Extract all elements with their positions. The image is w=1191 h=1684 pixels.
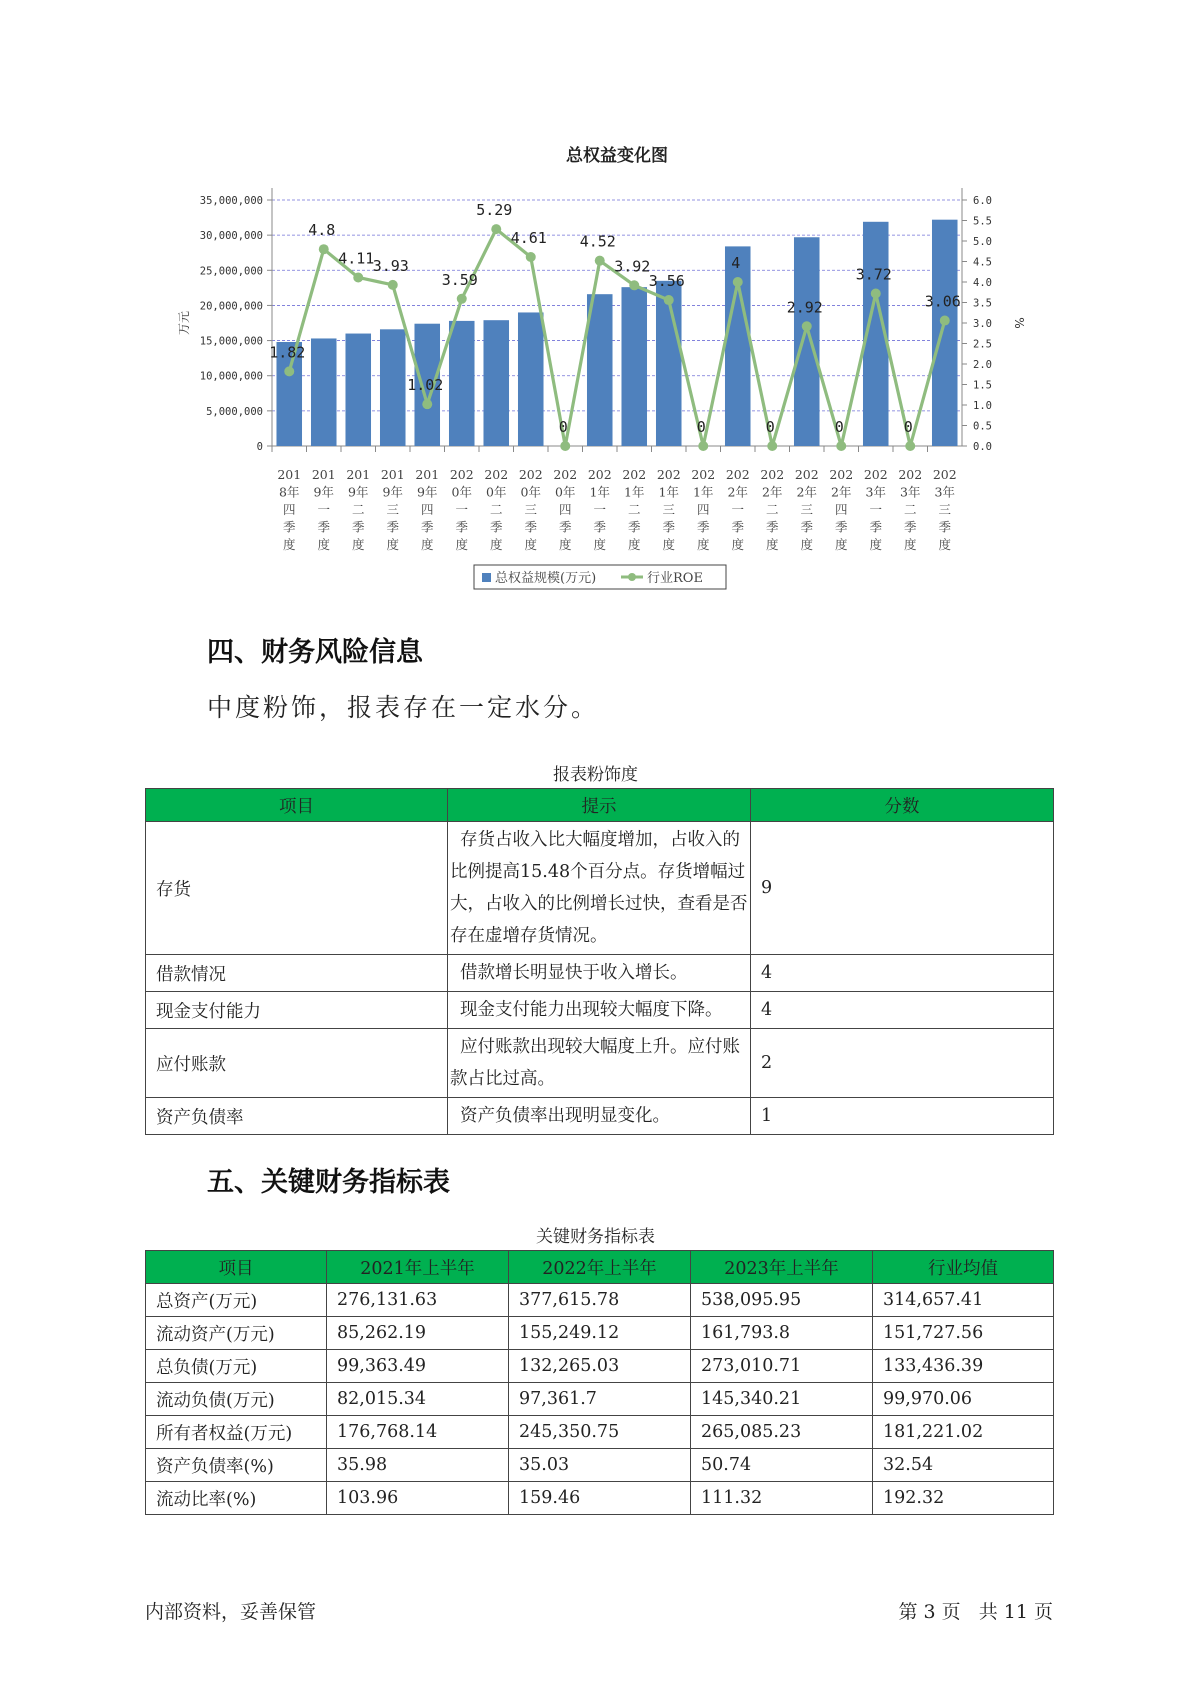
metric-name-cell: 总资产(万元): [146, 1284, 327, 1317]
metric-value-cell: 192.32: [873, 1482, 1054, 1515]
metric-value-cell: 111.32: [691, 1482, 873, 1515]
roe-point: [526, 252, 536, 262]
risk-item-cell: 应付账款: [146, 1029, 448, 1098]
equity-bar: [794, 237, 820, 446]
header-cell: 项目: [146, 1251, 327, 1284]
x-tick-label: 202 3年三季度: [932, 467, 957, 552]
metric-value-cell: 145,340.21: [691, 1383, 873, 1416]
metrics-table: [145, 1250, 1054, 1515]
header-cell: 项目: [146, 789, 448, 822]
table-row: [146, 1284, 1054, 1317]
x-tick-label: 201 9年三季度: [380, 467, 405, 552]
y-tick-label: 20,000,000: [199, 300, 263, 313]
equity-bar: [380, 329, 406, 446]
x-tick-label: 201 8年四季度: [277, 467, 302, 552]
roe-point: [284, 366, 294, 376]
roe-point: [802, 321, 812, 331]
x-tick-label: 202 2年一季度: [725, 467, 750, 552]
metric-value-cell: 32.54: [873, 1449, 1054, 1482]
metric-value-cell: 245,350.75: [509, 1416, 691, 1449]
equity-bar: [725, 246, 751, 446]
legend-bar-label: 总权益规模(万元): [495, 571, 597, 586]
metric-name-cell: 流动负债(万元): [146, 1383, 327, 1416]
roe-point: [629, 280, 639, 290]
x-tick-label: 202 2年三季度: [794, 467, 819, 552]
x-tick-label: 202 3年二季度: [898, 467, 923, 552]
metric-value-cell: 132,265.03: [509, 1350, 691, 1383]
risk-hint-cell: 存货占收入比大幅度增加，占收入的比例提高15.48个百分点。存货增幅过大，占收入的比例增长过快，查看是否存在虚增存货情况。: [448, 822, 751, 955]
roe-data-label: 5.29: [476, 201, 513, 220]
x-tick-label: 202 0年四季度: [553, 467, 578, 552]
header-cell: 分数: [751, 789, 1054, 822]
y2-tick-label: 2.5: [973, 338, 992, 351]
metric-value-cell: 159.46: [509, 1482, 691, 1515]
metric-value-cell: 82,015.34: [327, 1383, 509, 1416]
roe-data-label: 1.82: [269, 343, 306, 362]
x-tick-label: 201 9年四季度: [415, 467, 440, 552]
roe-data-label: 4.61: [510, 228, 547, 247]
metrics-table-title: 关键财务指标表: [536, 1227, 655, 1247]
metric-value-cell: 377,615.78: [509, 1284, 691, 1317]
section5-heading: 五、关键财务指标表: [207, 1167, 450, 1198]
y2-tick-label: 1.5: [973, 379, 992, 392]
x-tick-label: 202 0年一季度: [449, 467, 474, 552]
risk-hint-cell: 资产负债率出现明显变化。: [448, 1098, 751, 1135]
y-tick-label: 35,000,000: [199, 195, 263, 207]
y-tick-label: 15,000,000: [199, 335, 263, 348]
metric-name-cell: 流动资产(万元): [146, 1317, 327, 1350]
risk-hint-cell: 应付账款出现较大幅度上升。应付账款占比过高。: [448, 1029, 751, 1098]
risk-score-cell: 4: [751, 955, 1054, 992]
risk-score-cell: 2: [751, 1029, 1054, 1098]
roe-point: [422, 399, 432, 409]
y2-tick-label: 1.0: [973, 400, 992, 412]
legend-line-marker: [628, 573, 636, 581]
roe-point: [664, 295, 674, 305]
risk-table-header: [146, 789, 1054, 822]
chart-title: 总权益变化图: [566, 146, 668, 166]
x-tick-label: 202 2年四季度: [829, 467, 854, 552]
roe-data-label: 4.52: [579, 232, 616, 251]
y-tick-label: 10,000,000: [199, 370, 263, 383]
risk-score-cell: 4: [751, 992, 1054, 1029]
metric-value-cell: 99,970.06: [873, 1383, 1054, 1416]
header-cell: 2023年上半年: [691, 1251, 873, 1284]
risk-summary: 中度粉饰，报表存在一定水分。: [207, 693, 600, 722]
metric-value-cell: 35.98: [327, 1449, 509, 1482]
y2-tick-label: 5.0: [973, 236, 992, 248]
y-tick-label: 30,000,000: [199, 230, 263, 243]
roe-data-label: 4.11: [338, 249, 375, 268]
roe-data-label: 2.92: [786, 298, 823, 317]
risk-score-cell: 1: [751, 1098, 1054, 1135]
metric-value-cell: 97,361.7: [509, 1383, 691, 1416]
roe-point: [353, 272, 363, 282]
metric-value-cell: 85,262.19: [327, 1317, 509, 1350]
roe-data-label: 3.06: [924, 292, 961, 311]
roe-data-label: 0: [558, 418, 568, 436]
y2-tick-label: 3.5: [973, 297, 992, 310]
y2-tick-label: 4.5: [973, 256, 992, 269]
roe-point: [595, 256, 605, 266]
roe-data-label: 3.72: [855, 265, 892, 284]
table-row: [146, 1350, 1054, 1383]
table-row: [146, 992, 1054, 1029]
roe-point: [871, 288, 881, 298]
legend-bar-swatch: [482, 573, 491, 582]
roe-point: [388, 280, 398, 290]
metric-name-cell: 流动比率(%): [146, 1482, 327, 1515]
metric-value-cell: 265,085.23: [691, 1416, 873, 1449]
roe-data-label: 4.8: [308, 221, 336, 240]
x-tick-label: 202 1年二季度: [622, 467, 647, 552]
metric-value-cell: 50.74: [691, 1449, 873, 1482]
metric-value-cell: 161,793.8: [691, 1317, 873, 1350]
header-cell: 提示: [448, 789, 751, 822]
metric-value-cell: 103.96: [327, 1482, 509, 1515]
equity-chart: [0, 0, 1191, 600]
roe-data-label: 0: [696, 418, 706, 436]
roe-point: [905, 441, 915, 451]
x-tick-label: 202 3年一季度: [863, 467, 888, 552]
roe-data-label: 3.93: [372, 256, 409, 275]
risk-hint-cell: 借款增长明显快于收入增长。: [448, 955, 751, 992]
footer-confidential: 内部资料，妥善保管: [145, 1601, 317, 1623]
table-row: [146, 1317, 1054, 1350]
roe-point: [560, 441, 570, 451]
y2-tick-label: 0.0: [973, 441, 992, 453]
table-row: [146, 1449, 1054, 1482]
y-tick-label: 25,000,000: [199, 265, 263, 278]
table-row: [146, 822, 1054, 955]
roe-point: [733, 277, 743, 287]
roe-data-label: 4: [731, 254, 741, 272]
risk-table: [145, 788, 1054, 1135]
roe-data-label: 0: [834, 418, 844, 436]
equity-bar: [449, 321, 475, 446]
risk-item-cell: 现金支付能力: [146, 992, 448, 1029]
metric-value-cell: 538,095.95: [691, 1284, 873, 1317]
metric-value-cell: 151,727.56: [873, 1317, 1054, 1350]
metric-value-cell: 276,131.63: [327, 1284, 509, 1317]
x-tick-label: 202 0年二季度: [484, 467, 509, 552]
metric-name-cell: 资产负债率(%): [146, 1449, 327, 1482]
footer-page-number: 第 3 页 共 11 页: [898, 1601, 1053, 1623]
header-cell: 2022年上半年: [509, 1251, 691, 1284]
risk-hint-cell: 现金支付能力出现较大幅度下降。: [448, 992, 751, 1029]
header-cell: 行业均值: [873, 1251, 1054, 1284]
roe-point: [491, 224, 501, 234]
y2-tick-label: 3.0: [973, 318, 992, 330]
risk-table-title: 报表粉饰度: [553, 765, 638, 785]
roe-point: [698, 441, 708, 451]
x-tick-label: 201 9年二季度: [346, 467, 371, 552]
x-tick-label: 202 0年三季度: [518, 467, 543, 552]
roe-data-label: 0: [903, 418, 913, 436]
equity-bar: [311, 338, 337, 446]
metric-value-cell: 314,657.41: [873, 1284, 1054, 1317]
table-row: [146, 1416, 1054, 1449]
metric-value-cell: 181,221.02: [873, 1416, 1054, 1449]
table-row: [146, 1029, 1054, 1098]
equity-bar: [483, 320, 509, 446]
y-tick-label: 0: [256, 441, 263, 453]
roe-point: [836, 441, 846, 451]
x-tick-label: 202 1年一季度: [587, 467, 612, 552]
x-tick-label: 202 1年四季度: [691, 467, 716, 552]
y-axis-label: 万元: [177, 310, 191, 336]
roe-point: [457, 294, 467, 304]
table-row: [146, 1482, 1054, 1515]
risk-item-cell: 借款情况: [146, 955, 448, 992]
equity-bar: [621, 287, 647, 446]
x-tick-label: 202 1年三季度: [656, 467, 681, 552]
header-cell: 2021年上半年: [327, 1251, 509, 1284]
x-tick-label: 201 9年一季度: [311, 467, 336, 552]
legend-line-label: 行业ROE: [647, 571, 703, 586]
risk-item-cell: 资产负债率: [146, 1098, 448, 1135]
metric-name-cell: 所有者权益(万元): [146, 1416, 327, 1449]
equity-bar: [345, 334, 371, 446]
table-row: [146, 1383, 1054, 1416]
y2-tick-label: 0.5: [973, 420, 992, 433]
equity-bar: [518, 312, 544, 446]
risk-item-cell: 存货: [146, 822, 448, 955]
roe-data-label: 1.02: [407, 376, 444, 395]
roe-point: [940, 316, 950, 326]
metric-value-cell: 133,436.39: [873, 1350, 1054, 1383]
section4-heading: 四、财务风险信息: [207, 637, 423, 668]
y2-tick-label: 6.0: [973, 195, 992, 207]
risk-score-cell: 9: [751, 822, 1054, 955]
y2-tick-label: 2.0: [973, 359, 992, 371]
metric-value-cell: 155,249.12: [509, 1317, 691, 1350]
metrics-table-header: [146, 1251, 1054, 1284]
metric-value-cell: 176,768.14: [327, 1416, 509, 1449]
metric-value-cell: 35.03: [509, 1449, 691, 1482]
table-row: [146, 1098, 1054, 1135]
roe-data-label: 3.59: [441, 270, 478, 289]
roe-point: [767, 441, 777, 451]
y2-tick-label: 5.5: [973, 215, 992, 228]
metric-name-cell: 总负债(万元): [146, 1350, 327, 1383]
table-row: [146, 955, 1054, 992]
roe-data-label: 3.92: [614, 257, 651, 276]
y2-axis-label: %: [1012, 317, 1026, 329]
roe-point: [319, 244, 329, 254]
y-tick-label: 5,000,000: [206, 405, 263, 418]
roe-data-label: 3.56: [648, 272, 685, 291]
equity-bar: [932, 220, 958, 446]
roe-data-label: 0: [765, 418, 775, 436]
y2-tick-label: 4.0: [973, 277, 992, 289]
metric-value-cell: 99,363.49: [327, 1350, 509, 1383]
x-tick-label: 202 2年二季度: [760, 467, 785, 552]
metric-value-cell: 273,010.71: [691, 1350, 873, 1383]
